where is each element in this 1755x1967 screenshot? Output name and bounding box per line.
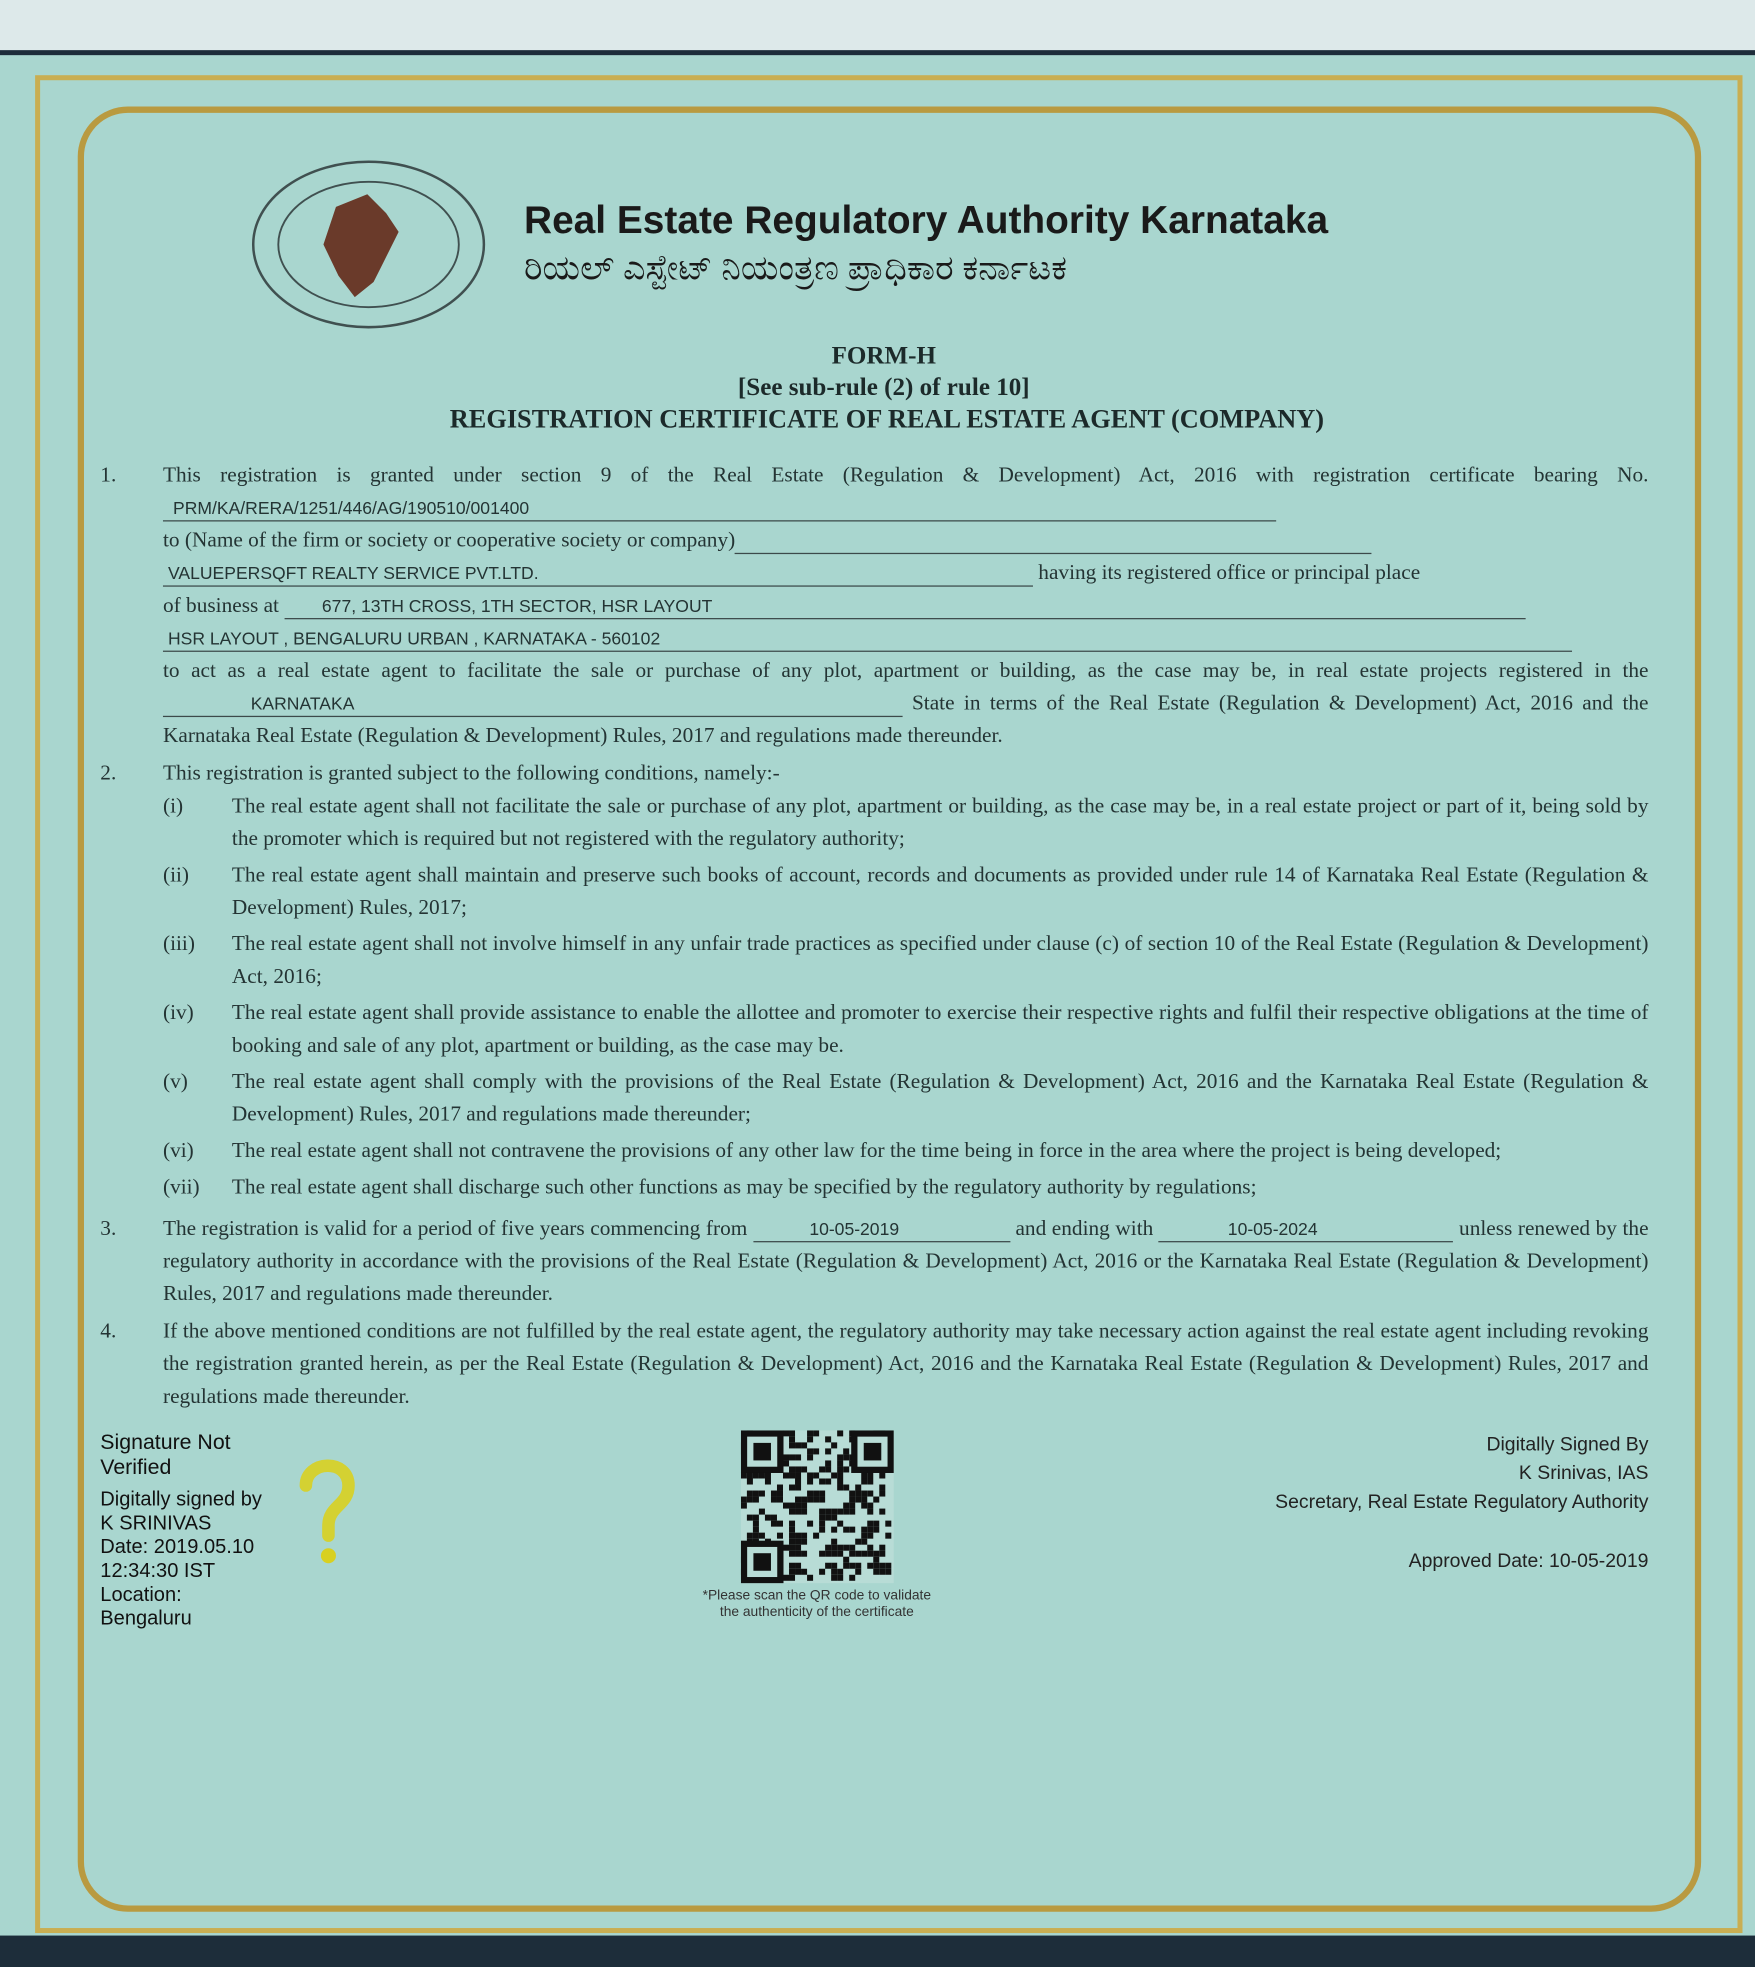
signature-detail-line: Bengaluru (100, 1608, 192, 1630)
clause-number: 2. (100, 760, 117, 785)
signature-detail-line: Digitally signed by (100, 1489, 262, 1511)
signature-detail-line: 12:34:30 IST (100, 1560, 216, 1583)
clause-4: If the above mentioned conditions are not fulfilled by the real estate agent, the regulatory authority may take necessary action against the real estate agent including revoking the registration granted herein, as per the Real Estate (Regulation & Development) Act, 2016 and the Karnataka Real Estate (Regulation & Development) Rules, 2017 and regulations made thereunder. (162, 1318, 1649, 1408)
form-heading: REGISTRATION CERTIFICATE OF REAL ESTATE AGENT (COMPANY) (449, 403, 1325, 434)
condition-item (163, 1135, 1649, 1168)
signer-name: K Srinivas, IAS (1518, 1462, 1649, 1485)
condition-text: The real estate agent shall discharge such other functions as may be specified by the regulatory authority by regulations; (231, 1174, 1257, 1199)
clause-1 (163, 459, 1649, 752)
condition-text: The real estate agent shall not contravene the provisions of any other law for the time being in force in the area where the project is being developed; (231, 1138, 1502, 1163)
qr-note-line-1: *Please scan the QR code to validate (702, 1588, 932, 1604)
condition-number: (ii) (162, 862, 190, 887)
condition-text: The real estate agent shall maintain and preserve such books of account, records and documents as provided under rule 14 of Karnataka Real Estate (Regulation & Development) Rules, 2017; (231, 862, 1649, 919)
clause-1-text-b: to (Name of the firm or society or cooperative society or company) (162, 527, 736, 552)
clause-number: 3. (100, 1215, 117, 1240)
clause-2-row (100, 757, 1648, 1207)
signature-detail-line: Location: (100, 1584, 182, 1606)
form-subrule: [See sub-rule (2) of rule 10] (737, 373, 1030, 402)
authority-title-kannada: ರಿಯಲ್ ಎಸ್ಟೇಟ್ ನಿಯಂತ್ರಣ ಪ್ರಾಧಿಕಾರ ಕರ್ನಾಟಕ (524, 249, 1068, 289)
condition-number: (iv) (162, 1000, 194, 1025)
clause-number: 4. (100, 1318, 117, 1343)
signer-title: Secretary, Real Estate Regulatory Authority (1275, 1491, 1649, 1514)
condition-text: The real estate agent shall provide assistance to enable the allottee and promoter to exercise their respective rights and fulfil their respective obligations at the time of booking and sale of any plot, apartment or building, as the case may be. (231, 1000, 1649, 1057)
condition-list (163, 790, 1649, 1204)
qr-code[interactable] (740, 1430, 893, 1583)
condition-item (163, 997, 1649, 1062)
valid-to-date: 10-05-2024 (1159, 1216, 1454, 1242)
valid-from-date: 10-05-2019 (753, 1216, 1010, 1242)
condition-item (163, 928, 1649, 993)
clause-1-text-e: to act as a real estate agent to facilitate the sale or purchase of any plot, apartment or building, as the case may be, in real estate projects registered in the (162, 658, 1649, 682)
clause-1-text-a: This registration is granted under section 9 of the Real Estate (Regulation & Development) Act, 2016 with registration certificate bearing No. (162, 462, 1649, 487)
address-line-1: 677, 13TH CROSS, 1TH SECTOR, HSR LAYOUT (284, 593, 1525, 619)
clause-4-row (100, 1315, 1648, 1413)
authority-title-english: Real Estate Regulatory Authority Karnataka (524, 198, 1329, 242)
signed-by-block (1275, 1430, 1648, 1575)
clause-3-row (100, 1212, 1648, 1310)
certificate-footer (100, 1430, 1648, 1631)
clause-1-row (100, 459, 1648, 752)
signature-status: Signature Not Verified (100, 1430, 231, 1480)
signature-block (100, 1430, 358, 1631)
clause-number: 1. (100, 462, 117, 487)
condition-number: (vii) (162, 1174, 200, 1199)
clause-3 (163, 1212, 1649, 1310)
clause-3-text-b: and ending with (1015, 1215, 1154, 1240)
question-mark-icon (296, 1455, 359, 1568)
clause-2 (163, 757, 1649, 1207)
condition-item (163, 1066, 1649, 1131)
condition-text: The real estate agent shall not facilitate the sale or purchase of any plot, apartment or building, as the case may be, in a real estate project or part of it, being sold by the promoter which is required but not registered with the regulatory authority; (231, 793, 1649, 850)
form-name: FORM-H (831, 342, 937, 370)
certificate-body (100, 459, 1648, 1631)
qr-note-line-2: the authenticity of the certificate (719, 1604, 914, 1620)
approved-date: Approved Date: 10-05-2019 (1408, 1550, 1649, 1573)
condition-text: The real estate agent shall comply with the provisions of the Real Estate (Regulation & Development) Act, 2016 and the Karnataka Real Estate (Regulation & Development) Rules, 2017 and regulations made thereunder; (231, 1069, 1649, 1126)
condition-number: (i) (162, 793, 184, 818)
clause-3-text-a: The registration is valid for a period of five years commencing from (162, 1215, 748, 1240)
clause-3-text-c: unless renewed by the regulatory authority in accordance with the provisions of the Real Estate (Regulation & Development) Act, 2016 or the Karnataka Real Estate (Regulation & Development) Rules, 2017 and regulations made thereunder. (162, 1215, 1649, 1305)
condition-item (163, 790, 1649, 855)
condition-item (163, 859, 1649, 924)
signature-details (100, 1488, 288, 1631)
clause-1-text-d: of business at (162, 592, 279, 617)
rera-seal-logo (248, 157, 489, 333)
bottom-bar (0, 1937, 1755, 1967)
top-strip (0, 0, 1755, 50)
state-field: KARNATAKA (163, 691, 903, 717)
signed-by-label: Digitally Signed By (1486, 1434, 1649, 1456)
clause-1-text-c: having its registered office or principal place (1038, 560, 1421, 585)
signature-detail-line: Date: 2019.05.10 (100, 1536, 255, 1559)
signature-detail-line: K SRINIVAS (100, 1513, 212, 1535)
condition-item (163, 1171, 1649, 1204)
clause-2-intro: This registration is granted subject to the following conditions, namely:- (162, 760, 780, 785)
condition-number: (iii) (162, 931, 195, 956)
condition-text: The real estate agent shall not involve himself in any unfair trade practices as specified under clause (c) of section 10 of the Real Estate (Regulation & Development) Act, 2016; (231, 931, 1649, 988)
registration-number: PRM/KA/RERA/1251/446/AG/190510/001400 (163, 495, 1276, 521)
clause-1-text-f: State in terms of the Real Estate (Regulation & Development) Act, 2016 and the Karnataka Real Estate (Regulation & Development) Rules, 2017 and regulations made thereunder. (162, 690, 1649, 748)
qr-block (703, 1430, 931, 1621)
signature-text (100, 1430, 288, 1631)
condition-number: (vi) (162, 1138, 194, 1163)
company-name: VALUEPERSQFT REALTY SERVICE PVT.LTD. (163, 560, 1033, 586)
address-line-2: HSR LAYOUT , BENGALURU URBAN , KARNATAKA - 560102 (163, 626, 1572, 652)
condition-number: (v) (162, 1069, 188, 1094)
